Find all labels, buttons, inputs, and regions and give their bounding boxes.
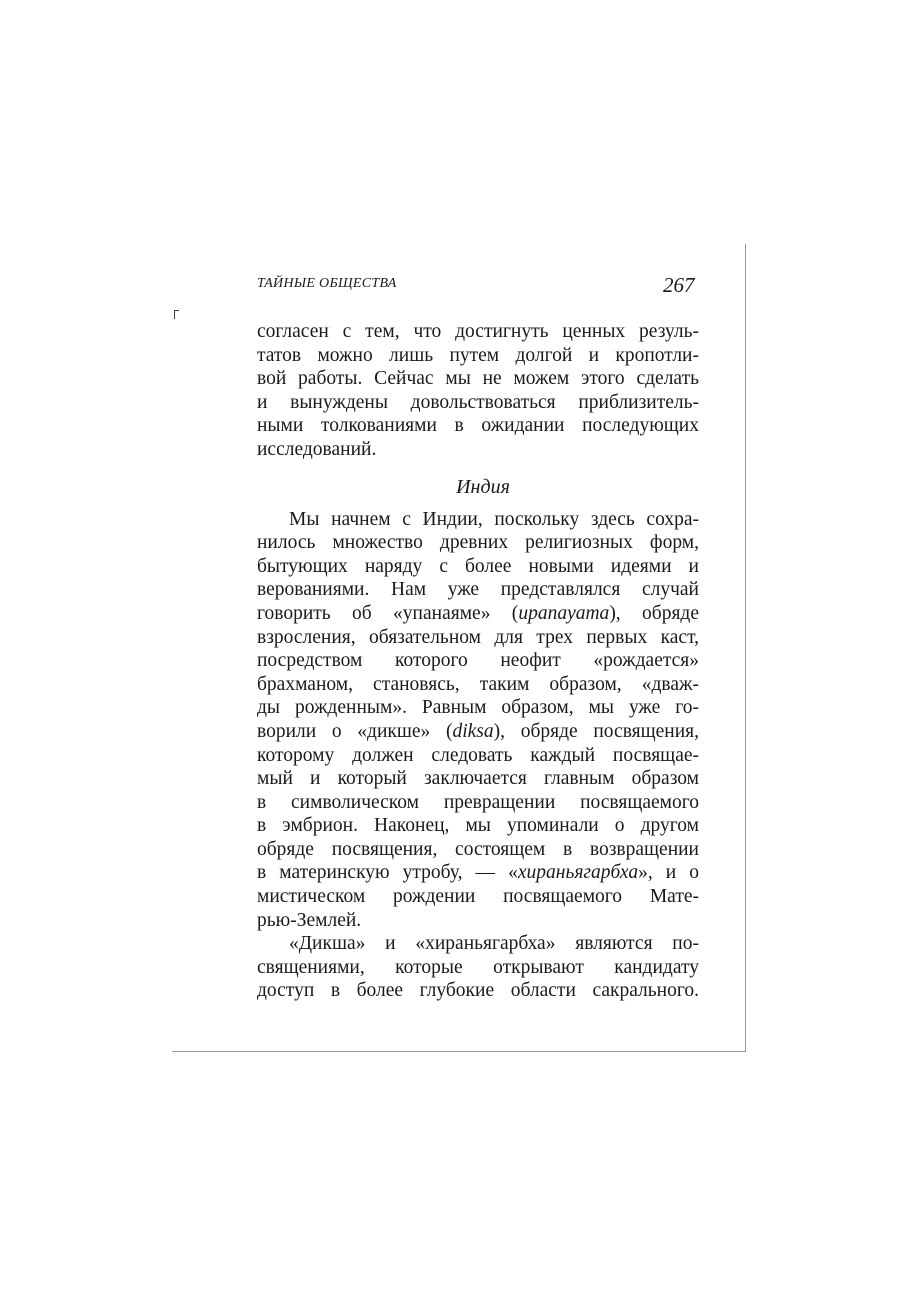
text-line: мый и который заключается главным образом: [257, 768, 699, 790]
running-head: ТАЙНЫЕ ОБЩЕСТВА: [257, 276, 397, 291]
paragraph-1: [257, 320, 699, 462]
text-line: в эмбрион. Наконец, мы упоминали о другом: [257, 815, 699, 837]
italic-term: хираньягарбха: [517, 862, 639, 884]
text-line: ды рожденным». Равным образом, мы уже го-: [257, 697, 699, 719]
text-line: брахманом, становясь, таким образом, «дваж-: [257, 673, 699, 695]
text-line: мистическом рождении посвящаемого Мате-: [257, 886, 699, 908]
section-heading: Индия: [456, 475, 510, 498]
text-line: нилось множество древних религиозных форм,: [257, 532, 699, 554]
text-line: ными толкованиями в ожидании последующих: [257, 415, 699, 437]
text-line: обряде посвящения, состоящем в возвращении: [257, 838, 699, 860]
text-line: доступ в более глубокие области сакрального.: [257, 980, 699, 1002]
text-fragment: », и о: [638, 862, 699, 884]
page-edge-right: [745, 244, 746, 1052]
crop-mark: [174, 310, 179, 319]
text-line: бытующих наряду с более новыми идеями и: [257, 555, 699, 577]
text-fragment: говорить об «упанаяме» (: [257, 602, 519, 624]
text-line: в символическом превращении посвящаемого: [257, 791, 699, 813]
text-fragment: ворили о «дикше» (: [257, 720, 453, 742]
text-line: посредством которого неофит «рождается»: [257, 650, 699, 672]
italic-term: diksa: [452, 720, 494, 742]
page-number: 267: [663, 273, 695, 297]
text-line: и вынуждены довольствоваться приблизитель-: [257, 391, 699, 413]
text-line: татов можно лишь путем долгой и кропотли-: [257, 344, 699, 366]
paragraph-3: [257, 932, 699, 1003]
text-line: [257, 602, 699, 626]
text-line: Мы начнем с Индии, поскольку здесь сохра-: [289, 508, 699, 530]
text-fragment: ), обряде: [609, 602, 699, 624]
text-fragment: в материнскую утробу, — «: [257, 862, 518, 884]
text-line: исследований.: [257, 438, 377, 460]
text-line: согласен с тем, что достигнуть ценных резуль-: [257, 321, 699, 342]
text-line: взросления, обязательном для трех первых каст,: [257, 626, 699, 648]
text-line: [257, 861, 699, 885]
page-edge-bottom: [172, 1051, 746, 1052]
text-line: священиями, которые открывают кандидату: [257, 956, 699, 978]
paragraph-2: [257, 508, 699, 933]
text-line: вой работы. Сейчас мы не можем этого сделать: [257, 368, 699, 390]
text-line: которому должен следовать каждый посвящае-: [257, 744, 699, 766]
italic-term: upanayama: [518, 602, 610, 624]
text-line: верованиями. Нам уже представлялся случай: [257, 579, 699, 601]
text-fragment: ), обряде посвящения,: [493, 720, 699, 742]
text-line: рью-Землей.: [257, 909, 362, 931]
text-line: «Дикша» и «хираньягарбха» являются по-: [289, 933, 699, 955]
text-line: [257, 720, 699, 744]
body-text: [257, 320, 699, 1003]
